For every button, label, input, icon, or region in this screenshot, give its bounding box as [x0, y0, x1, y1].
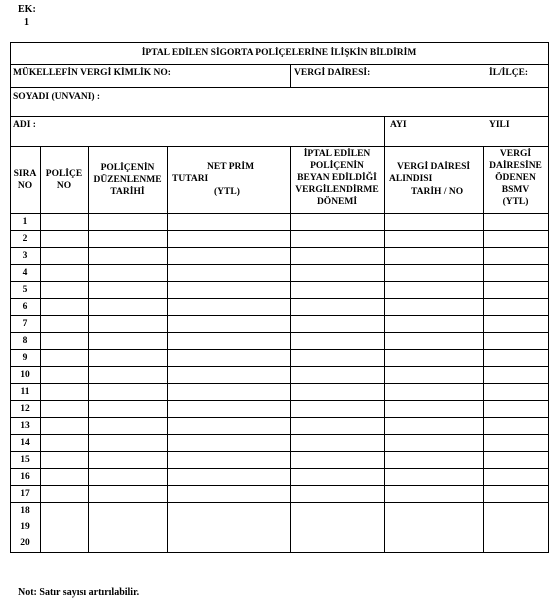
ek-label: EK:: [18, 4, 36, 15]
form-right-border: [548, 42, 549, 553]
table-row-number: 6: [22, 302, 28, 312]
tax-office-divider: [290, 64, 291, 87]
table-row-number: 2: [22, 234, 28, 244]
ek-number: 1: [24, 17, 29, 28]
table-row-number: 16: [20, 472, 30, 482]
name-label: ADI :: [13, 120, 36, 130]
name-row-divider: [10, 146, 548, 147]
surname-label: SOYADI (UNVANI) :: [13, 92, 101, 102]
taxid-row-divider: [10, 87, 548, 88]
province-label: İL/İLÇE:: [489, 68, 529, 78]
table-row-number: 7: [22, 319, 28, 329]
table-row-number: 20: [20, 538, 30, 548]
header-sira-line: SIRA: [13, 169, 37, 179]
header-beyan-line: VERGİLENDİRME: [295, 185, 379, 195]
table-row-divider: [10, 264, 548, 265]
header-beyan-line: BEYAN EDİLDİĞİ: [297, 173, 377, 183]
header-bsmv-line: VERGİ: [499, 149, 532, 159]
month-divider: [384, 116, 385, 146]
table-row-number: 14: [20, 438, 30, 448]
form-title: İPTAL EDİLEN SİGORTA POLİÇELERİNE İLİŞKİN BİLDİRİM: [141, 48, 417, 58]
header-net-prim-line: (YTL): [214, 187, 240, 197]
header-net-prim-line: TUTARI: [172, 174, 209, 184]
header-bsmv-line: ÖDENEN: [495, 173, 536, 183]
table-row-number: 4: [22, 268, 28, 278]
title-row-divider: [10, 64, 548, 65]
table-row-number: 10: [20, 370, 30, 380]
header-duzenlenme-line: POLİÇENİN: [100, 163, 155, 173]
header-police-no-line: POLİÇE: [45, 169, 83, 179]
table-row-number: 9: [22, 353, 28, 363]
table-row-divider: [10, 485, 548, 486]
footer-note: Not: Satır sayısı artırılabilir.: [18, 587, 140, 598]
header-bsmv: [483, 148, 548, 208]
table-row-number: 8: [22, 336, 28, 346]
table-row-divider: [10, 502, 548, 503]
header-net-prim-line: NET PRİM: [207, 162, 255, 172]
table-row-number: 1: [22, 217, 28, 227]
table-row-divider: [10, 400, 548, 401]
header-bsmv-line: BSMV: [501, 185, 530, 195]
header-alindi-line: TARİH / NO: [411, 187, 464, 197]
table-row-number: 11: [20, 387, 30, 397]
table-row-number: 3: [22, 251, 28, 261]
header-beyan-line: POLİÇENİN: [310, 161, 364, 171]
table-row-divider: [10, 451, 548, 452]
header-bsmv-line: DAİRESİNE: [489, 161, 542, 171]
header-row-divider: [10, 213, 548, 214]
table-row-divider: [10, 332, 548, 333]
tax-office-label: VERGİ DAİRESİ:: [294, 68, 371, 78]
header-police-no: [40, 168, 88, 192]
year-label: YILI: [489, 120, 510, 130]
header-duzenlenme-line: DÜZENLENME: [93, 175, 162, 185]
table-row-divider: [10, 417, 548, 418]
table-row-number: 13: [20, 421, 30, 431]
table-row-number: 12: [20, 404, 30, 414]
header-beyan-line: DÖNEMİ: [316, 197, 358, 207]
header-beyan: [290, 148, 384, 208]
form-bottom-border: [10, 552, 548, 553]
header-alindi-line: ALINDISI: [389, 174, 433, 184]
table-row-divider: [10, 281, 548, 282]
table-row-divider: [10, 315, 548, 316]
table-row-divider: [10, 468, 548, 469]
table-row-number: 15: [20, 455, 30, 465]
table-row-divider: [10, 366, 548, 367]
table-row-divider: [10, 298, 548, 299]
table-row-divider: [10, 230, 548, 231]
header-duzenlenme: [88, 162, 167, 198]
table-row-number: 19: [20, 522, 30, 532]
table-row-number: 5: [22, 285, 28, 295]
header-sira: [10, 168, 40, 192]
header-bsmv-line: (YTL): [502, 197, 529, 207]
table-row-divider: [10, 434, 548, 435]
table-row-number: 17: [20, 489, 30, 499]
header-sira-line: NO: [17, 181, 33, 191]
form-top-border: [10, 42, 548, 43]
surname-row-divider: [10, 116, 548, 117]
table-row-divider: [10, 247, 548, 248]
table-row-divider: [10, 349, 548, 350]
header-police-no-line: NO: [56, 181, 72, 191]
header-beyan-line: İPTAL EDİLEN: [303, 149, 371, 159]
header-alindi-line: VERGİ DAİRESİ: [397, 162, 471, 172]
tax-id-label: MÜKELLEFİN VERGİ KİMLİK NO:: [13, 68, 171, 78]
table-row-divider: [10, 383, 548, 384]
table-row-number: 18: [20, 506, 30, 516]
header-duzenlenme-line: TARİHİ: [110, 187, 145, 197]
month-label: AYI: [390, 120, 407, 130]
